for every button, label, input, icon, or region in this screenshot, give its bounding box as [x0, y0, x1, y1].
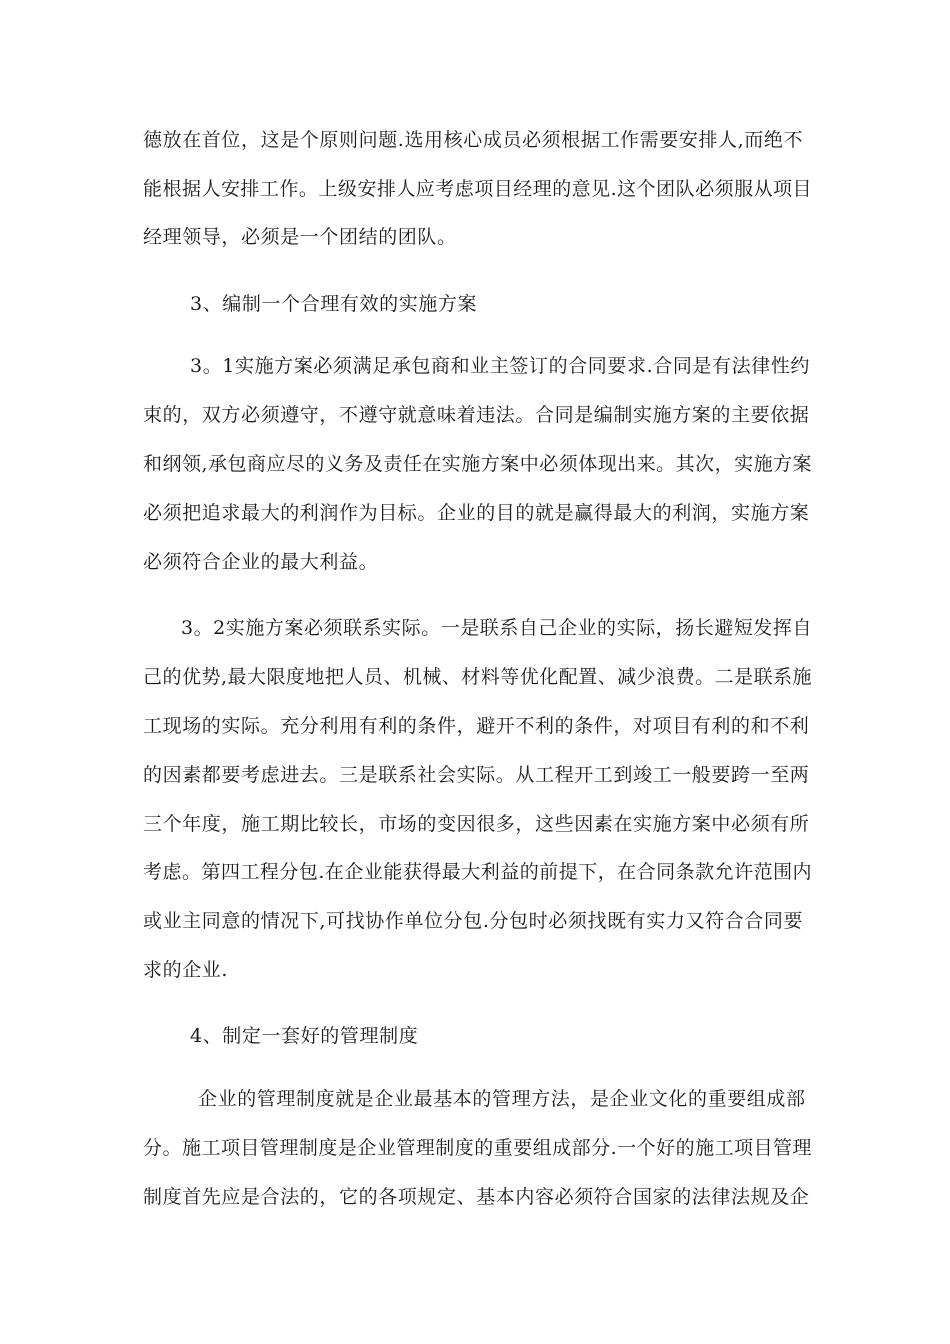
text-line: 求的企业. — [143, 959, 229, 981]
section-heading: 3、编制一个合理有效的实施方案 — [190, 293, 478, 315]
text-line: 工现场的实际。充分利用有利的条件，避开不利的条件，对项目有利的和不利 — [143, 715, 810, 737]
text-line: 3。2实施方案必须联系实际。一是联系自己企业的实际，扬长避短发挥自 — [181, 617, 812, 639]
text-line: 能根据人安排工作。上级安排人应考虑项目经理的意见.这个团队必须服从项目 — [143, 178, 813, 200]
text-line: 或业主同意的情况下,可找协作单位分包.分包时必须找既有实力又符合合同要 — [143, 910, 804, 932]
text-line: 考虑。第四工程分包.在企业能获得最大利益的前提下，在合同条款允许范围内 — [143, 861, 813, 883]
text-line: 经理领导，必须是一个团结的团队。 — [143, 226, 457, 248]
text-line: 的因素都要考虑进去。三是联系社会实际。从工程开工到竣工一般要跨一至两 — [143, 764, 810, 786]
text-line: 德放在首位，这是个原则问题.选用核心成员必须根据工作需要安排人,而绝不 — [143, 129, 804, 151]
text-line: 3。1实施方案必须满足承包商和业主签订的合同要求.合同是有法律性约 — [190, 355, 811, 377]
section-heading: 4、制定一套好的管理制度 — [190, 1025, 419, 1047]
text-line: 束的，双方必须遵守，不遵守就意味着违法。合同是编制实施方案的主要依据 — [143, 404, 810, 426]
text-line: 分。施工项目管理制度是企业管理制度的重要组成部分.一个好的施工项目管理 — [143, 1137, 813, 1159]
text-line: 制度首先应是合法的，它的各项规定、基本内容必须符合国家的法律法规及企 — [143, 1186, 810, 1208]
text-line: 必须把追求最大的利润作为目标。企业的目的就是赢得最大的利润，实施方案 — [143, 502, 810, 524]
text-line: 必须符合企业的最大利益。 — [143, 551, 379, 573]
text-line: 企业的管理制度就是企业最基本的管理方法，是企业文化的重要组成部 — [198, 1088, 806, 1110]
text-line: 己的优势,最大限度地把人员、机械、材料等优化配置、减少浪费。二是联系施 — [143, 666, 813, 688]
text-line: 三个年度，施工期比较长，市场的变因很多，这些因素在实施方案中必须有所 — [143, 813, 810, 835]
text-line: 和纲领,承包商应尽的义务及责任在实施方案中必须体现出来。其次，实施方案 — [143, 453, 813, 475]
